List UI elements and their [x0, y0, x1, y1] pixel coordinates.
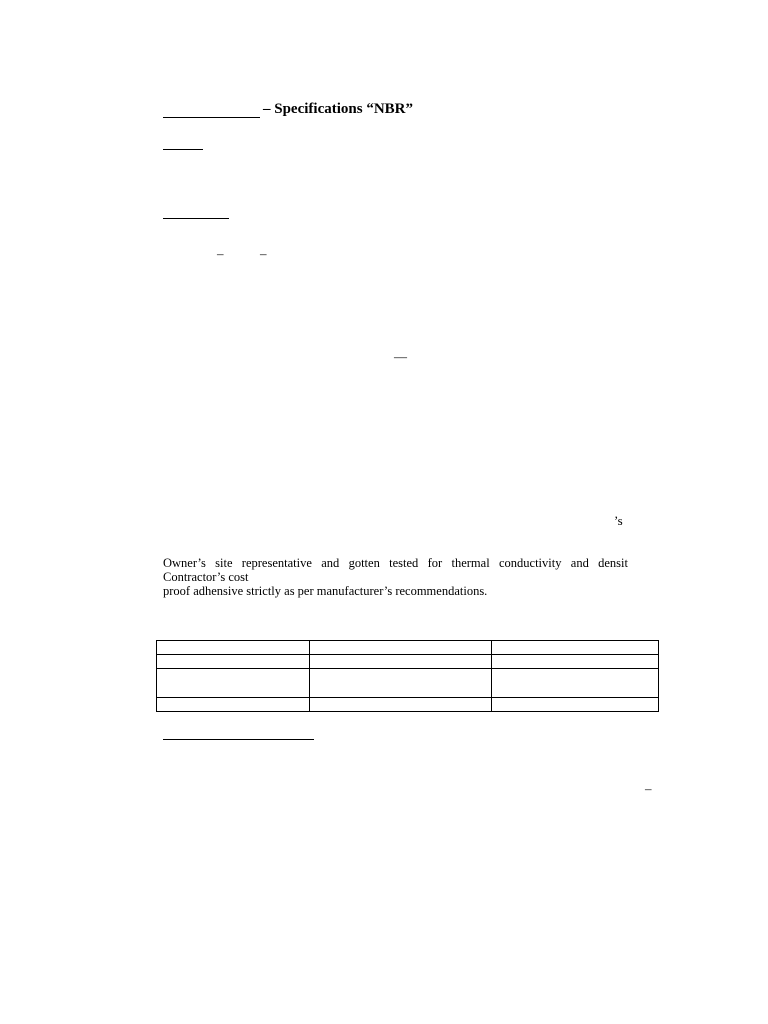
table-row — [157, 655, 659, 669]
table-row — [157, 698, 659, 712]
table-row — [157, 641, 659, 655]
table-cell — [157, 655, 310, 669]
section-heading-underline-2 — [163, 218, 229, 219]
table-cell — [491, 669, 658, 698]
table-cell — [157, 641, 310, 655]
table-cell — [491, 641, 658, 655]
table-cell — [157, 698, 310, 712]
table-cell — [310, 641, 491, 655]
possessive-mark: ’s — [614, 513, 623, 528]
table-cell — [310, 698, 491, 712]
dash-mark: – — [645, 781, 652, 796]
table-cell — [310, 669, 491, 698]
dash-mark: – — [260, 246, 267, 261]
table-cell — [310, 655, 491, 669]
dash-mark: – — [217, 246, 224, 261]
section-heading-underline-1 — [163, 149, 203, 150]
title-text: – Specifications “NBR” — [263, 101, 413, 117]
table-row — [157, 669, 659, 698]
spec-table — [156, 640, 659, 712]
title-blank-underline — [163, 102, 260, 118]
paragraph-line: Owner’s site representative and gotten tested for thermal conductivity and densit — [163, 556, 628, 570]
paragraph-line: Contractor’s cost — [163, 570, 249, 584]
table-cell — [157, 669, 310, 698]
table-cell — [491, 698, 658, 712]
paragraph-line: proof adhensive strictly as per manufacturer’s recommendations. — [163, 584, 488, 598]
table-cell — [491, 655, 658, 669]
dash-mark: — — [394, 349, 407, 364]
page-title — [163, 101, 413, 118]
section-heading-underline-3 — [163, 739, 314, 740]
